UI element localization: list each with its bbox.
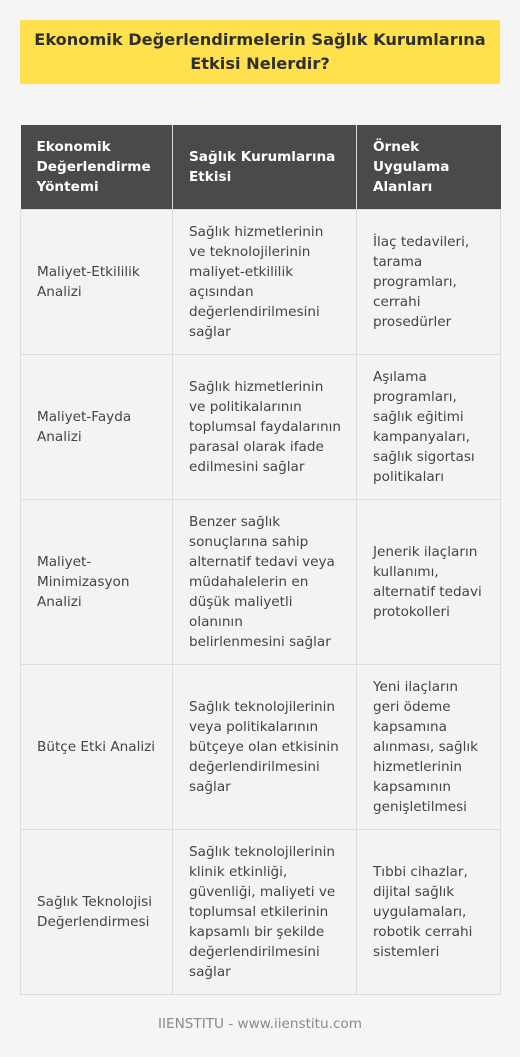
table-row	[21, 829, 501, 994]
method-cell: Maliyet-Fayda Analizi	[21, 354, 173, 499]
table-row	[21, 664, 501, 829]
table-row	[21, 354, 501, 499]
examples-cell: Aşılama programları, sağlık eğitimi kampanyaları, sağlık sigortası politikaları	[357, 354, 501, 499]
examples-cell: Yeni ilaçların geri ödeme kapsamına alınması, sağlık hizmetlerinin kapsamının genişletilmesi	[357, 664, 501, 829]
method-cell: Bütçe Etki Analizi	[21, 664, 173, 829]
examples-cell: İlaç tedavileri, tarama programları, cerrahi prosedürler	[357, 209, 501, 354]
examples-cell: Tıbbi cihazlar, dijital sağlık uygulamaları, robotik cerrahi sistemleri	[357, 829, 501, 994]
column-header-examples: Örnek Uygulama Alanları	[357, 125, 501, 209]
table-header-row	[21, 125, 501, 209]
effect-cell: Sağlık hizmetlerinin ve teknolojilerinin maliyet-etkililik açısından değerlendirilmesini sağlar	[173, 209, 357, 354]
effect-cell: Sağlık teknolojilerinin klinik etkinliği, güvenliği, maliyeti ve toplumsal etkilerinin kapsamlı bir şekilde değerlendirilmesini sağlar	[173, 829, 357, 994]
examples-cell: Jenerik ilaçların kullanımı, alternatif tedavi protokolleri	[357, 499, 501, 664]
effect-cell: Benzer sağlık sonuçlarına sahip alternatif tedavi veya müdahalelerin en düşük maliyetli olanının belirlenmesini sağlar	[173, 499, 357, 664]
method-cell: Sağlık Teknolojisi Değerlendirmesi	[21, 829, 173, 994]
effect-cell: Sağlık teknolojilerinin veya politikalarının bütçeye olan etkisinin değerlendirilmesini sağlar	[173, 664, 357, 829]
column-header-method: Ekonomik Değerlendirme Yöntemi	[21, 125, 173, 209]
title-banner	[20, 20, 500, 84]
method-cell: Maliyet-Minimizasyon Analizi	[21, 499, 173, 664]
page-title: Ekonomik Değerlendirmelerin Sağlık Kurumlarına Etkisi Nelerdir?	[34, 30, 486, 73]
method-cell: Maliyet-Etkililik Analizi	[21, 209, 173, 354]
footer-credit: IIENSTITU - www.iienstitu.com	[158, 1016, 362, 1032]
effect-cell: Sağlık hizmetlerinin ve politikalarının toplumsal faydalarının parasal olarak ifade edilmesini sağlar	[173, 354, 357, 499]
column-header-effect: Sağlık Kurumlarına Etkisi	[173, 125, 357, 209]
evaluation-table	[20, 125, 501, 995]
table-row	[21, 499, 501, 664]
table-row	[21, 209, 501, 354]
